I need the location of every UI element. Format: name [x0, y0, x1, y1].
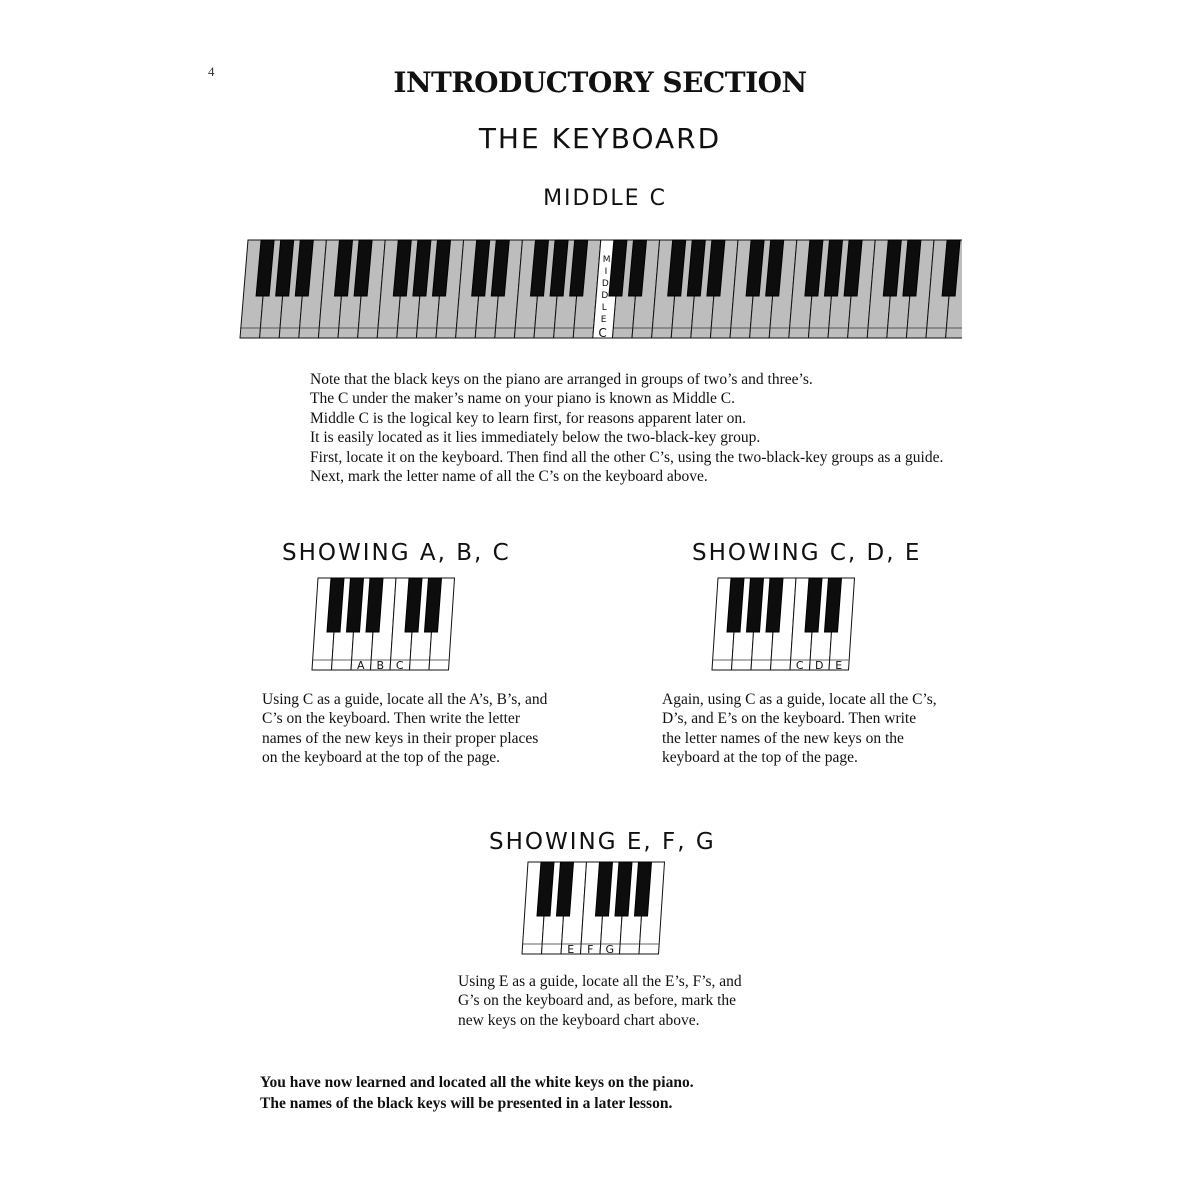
efg-line: new keys on the keyboard chart above. [458, 1011, 700, 1029]
main-keyboard-diagram [238, 238, 962, 344]
efg-line: G’s on the keyboard and, as before, mark the [458, 992, 737, 1010]
section-title: INTRODUCTORY SECTION [393, 66, 807, 99]
abc-heading: SHOWING A, B, C [282, 540, 511, 566]
abc-line: names of the new keys in their proper places [262, 729, 539, 747]
page-number: 4 [208, 64, 215, 79]
cde-line: keyboard at the top of the page. [662, 749, 858, 767]
efg-instructions [458, 972, 742, 1030]
key-letter-label: E [567, 943, 575, 956]
abc-line: Using C as a guide, locate all the A’s, B’s, and [262, 691, 548, 708]
efg-heading: SHOWING E, F, G [489, 829, 716, 855]
middle-label-letter: I [604, 267, 608, 277]
closing-note [260, 1072, 694, 1114]
key-letter-label: B [376, 659, 385, 672]
page-subtitle: THE KEYBOARD [478, 122, 722, 155]
intro-line: First, locate it on the keyboard. Then find all the other C’s, using the two-black-key groups as a guide. [310, 448, 944, 466]
middle-c-heading: MIDDLE C [543, 186, 667, 211]
key-letter-label: F [587, 943, 594, 956]
cde-instructions [662, 690, 937, 768]
cde-line: Again, using C as a guide, locate all the C’s, [662, 691, 937, 708]
abc-line: C’s on the keyboard. Then write the letter [262, 710, 520, 728]
middle-label-letter: D [601, 279, 609, 289]
intro-line: Middle C is the logical key to learn first, for reasons apparent later on. [310, 409, 747, 427]
abc-line: on the keyboard at the top of the page. [262, 749, 501, 767]
middle-c-letter: C [598, 326, 607, 340]
middle-label-letter: L [601, 303, 607, 313]
abc-keyboard-diagram [310, 574, 470, 682]
intro-paragraph [310, 370, 1010, 486]
key-letter-label: E [835, 659, 843, 672]
key-letter-label: A [356, 659, 365, 672]
intro-line: Next, mark the letter name of all the C’s on the keyboard above. [310, 468, 708, 486]
cde-heading: SHOWING C, D, E [692, 540, 922, 566]
cde-line: D’s, and E’s on the keyboard. Then write [662, 710, 917, 728]
key-letter-label: G [605, 943, 615, 956]
intro-line: It is easily located as it lies immediately below the two-black-key group. [310, 429, 761, 447]
cde-line: the letter names of the new keys on the [662, 729, 904, 747]
middle-label-letter: E [600, 315, 607, 325]
closing-line: The names of the black keys will be presented in a later lesson. [260, 1095, 673, 1112]
key-letter-label: D [815, 659, 824, 672]
abc-instructions [262, 690, 547, 768]
efg-keyboard-diagram [520, 858, 670, 964]
key-letter-label: C [395, 659, 404, 672]
intro-line: Note that the black keys on the piano are arranged in groups of two’s and three’s. [310, 371, 813, 388]
key-letter-label: C [795, 659, 804, 672]
middle-label-letter: M [602, 255, 611, 265]
closing-line: You have now learned and located all the white keys on the piano. [260, 1074, 694, 1091]
intro-line: The C under the maker’s name on your piano is known as Middle C. [310, 390, 736, 408]
middle-label-letter: D [601, 291, 609, 301]
cde-keyboard-diagram [710, 574, 870, 682]
efg-line: Using E as a guide, locate all the E’s, F’s, and [458, 973, 742, 990]
